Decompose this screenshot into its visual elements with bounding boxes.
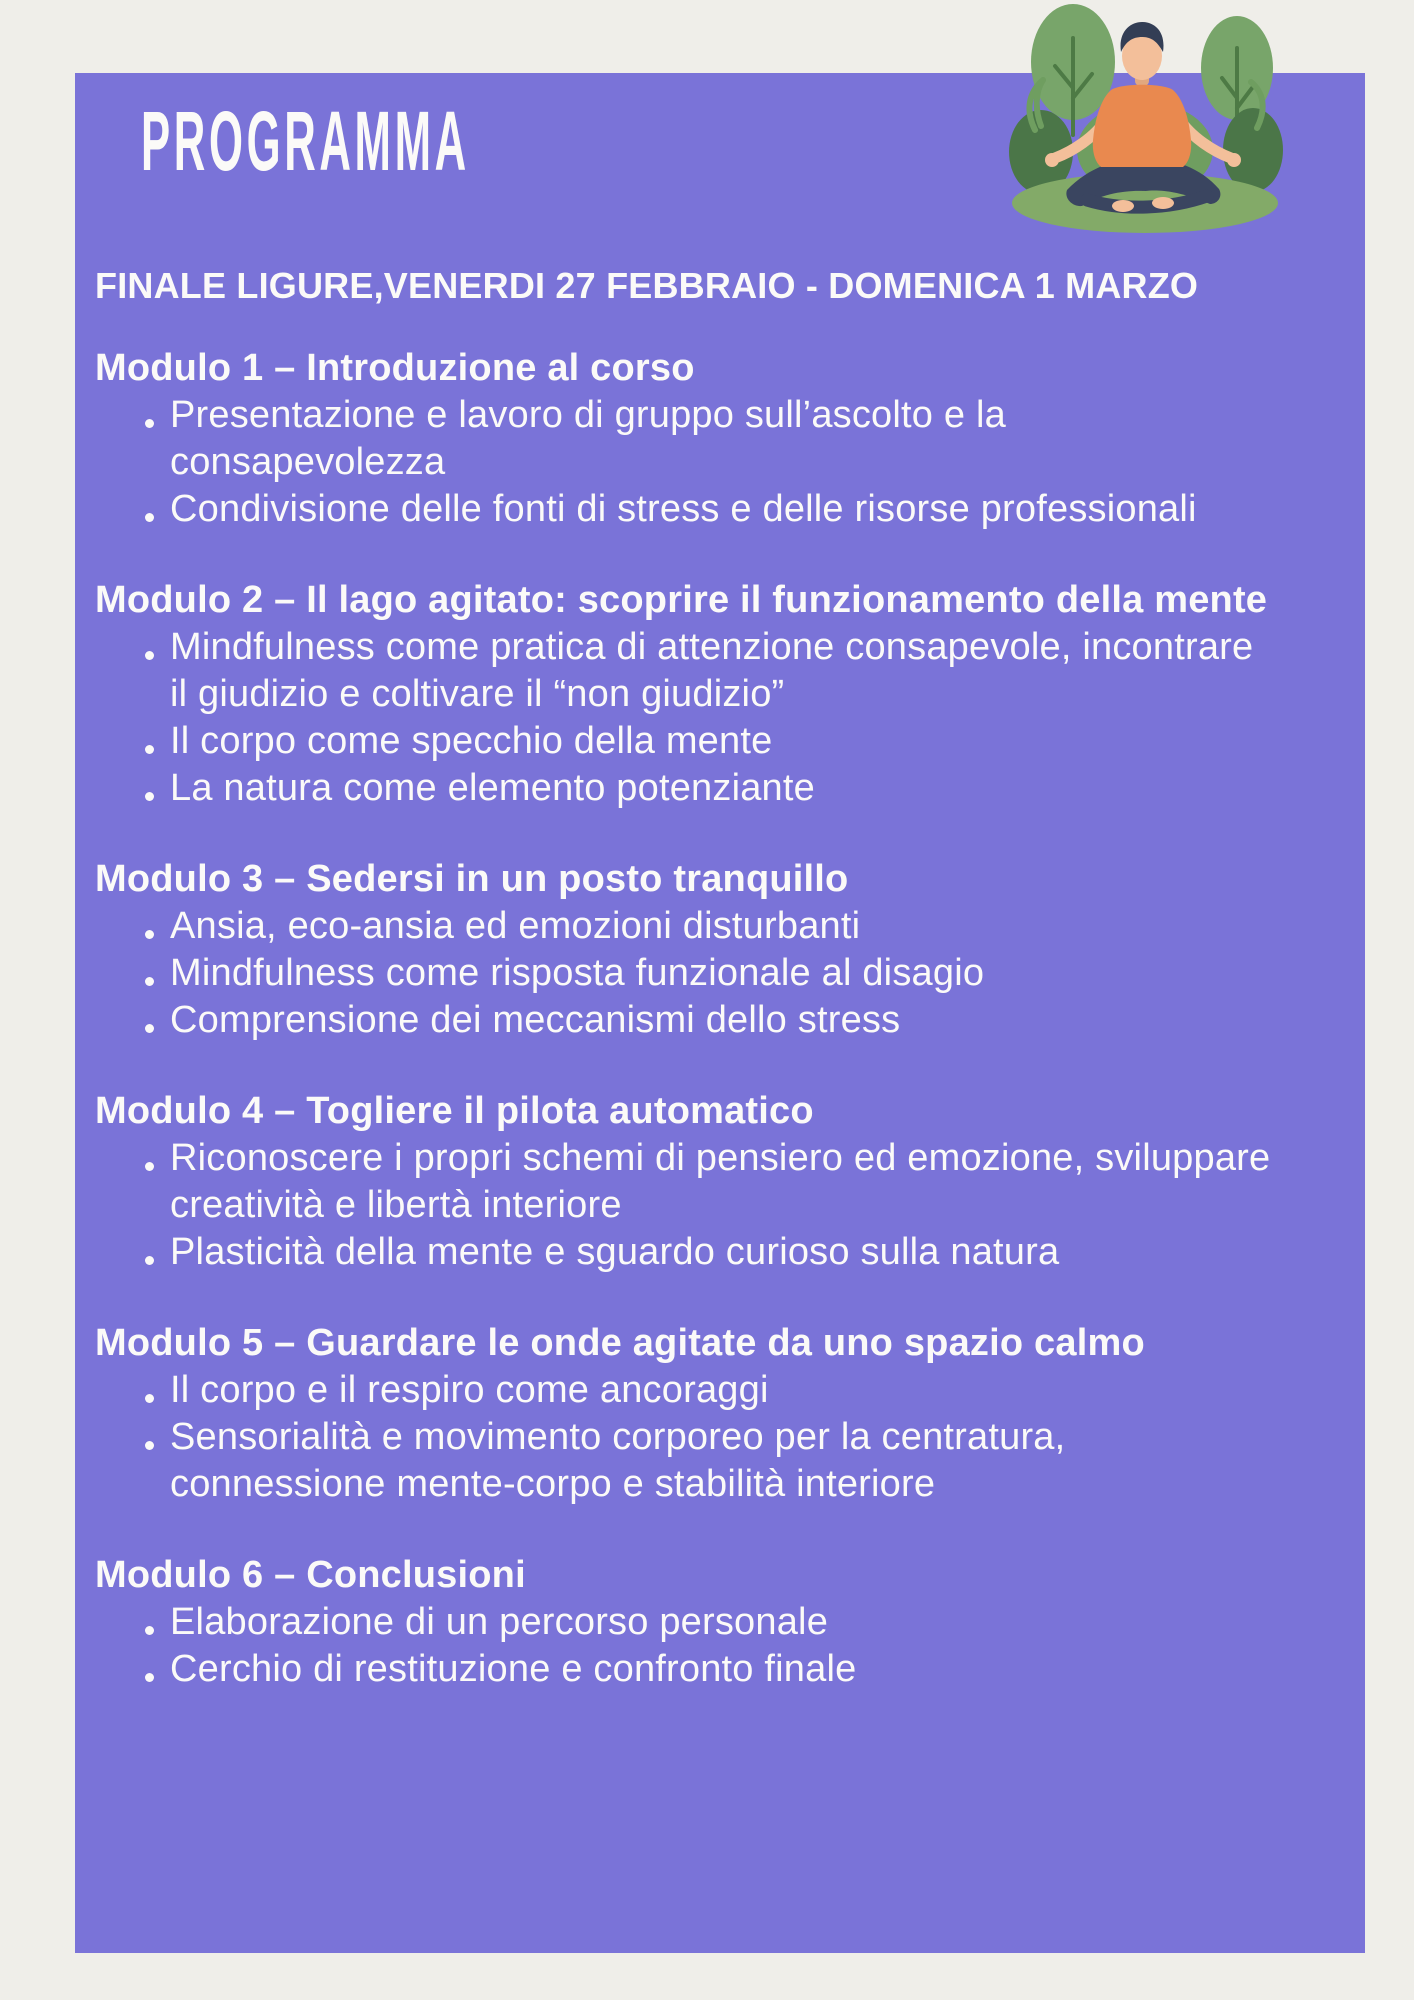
module-section bbox=[95, 856, 1350, 1044]
list-item bbox=[95, 950, 1275, 997]
list-item bbox=[95, 765, 1275, 812]
list-item bbox=[95, 1646, 1275, 1693]
bullet-text: Riconoscere i propri schemi di pensiero ed emozione, sviluppare creatività e libertà interiore bbox=[170, 1137, 1271, 1226]
list-item bbox=[95, 486, 1275, 533]
module-heading: Modulo 5 – Guardare le onde agitate da uno spazio calmo bbox=[95, 1322, 1145, 1364]
list-item bbox=[95, 718, 1275, 765]
module-bullets bbox=[95, 1135, 1275, 1276]
bullet-text: Plasticità della mente e sguardo curioso sulla natura bbox=[170, 1231, 1060, 1273]
bullet-text: Sensorialità e movimento corporeo per la centratura, connessione mente-corpo e stabilità interiore bbox=[170, 1416, 1066, 1505]
list-item bbox=[95, 1414, 1275, 1508]
module-list bbox=[95, 345, 1350, 1693]
list-item bbox=[95, 392, 1275, 486]
bullet-text: Mindfulness come pratica di attenzione consapevole, incontrare il giudizio e coltivare il “non giudizio” bbox=[170, 626, 1254, 715]
person-foot bbox=[1112, 200, 1134, 212]
bullet-text: Presentazione e lavoro di gruppo sull’ascolto e la consapevolezza bbox=[170, 394, 1006, 483]
module-heading: Modulo 6 – Conclusioni bbox=[95, 1554, 526, 1596]
bullet-text: Cerchio di restituzione e confronto finale bbox=[170, 1648, 857, 1690]
module-heading: Modulo 2 – Il lago agitato: scoprire il funzionamento della mente bbox=[95, 579, 1268, 621]
module-heading: Modulo 4 – Togliere il pilota automatico bbox=[95, 1090, 814, 1132]
module-bullets bbox=[95, 392, 1275, 533]
list-item bbox=[95, 903, 1275, 950]
bullet-text: Il corpo come specchio della mente bbox=[170, 720, 773, 762]
bullet-text: La natura come elemento potenziante bbox=[170, 767, 815, 809]
module-bullets bbox=[95, 1367, 1275, 1508]
list-item bbox=[95, 624, 1275, 718]
program-content bbox=[95, 73, 1350, 1737]
module-section bbox=[95, 1088, 1350, 1276]
module-section bbox=[95, 1320, 1350, 1508]
page-title: PROGRAMMA bbox=[141, 94, 470, 188]
module-section bbox=[95, 345, 1350, 533]
list-item bbox=[95, 1229, 1275, 1276]
list-item bbox=[95, 1135, 1275, 1229]
bullet-text: Comprensione dei meccanismi dello stress bbox=[170, 999, 901, 1041]
person-shirt bbox=[1093, 85, 1191, 167]
event-date-line: FINALE LIGURE,VENERDI 27 FEBBRAIO - DOMENICA 1 MARZO bbox=[95, 265, 1199, 306]
bullet-text: Elaborazione di un percorso personale bbox=[170, 1601, 829, 1643]
module-section bbox=[95, 1552, 1350, 1693]
list-item bbox=[95, 1599, 1275, 1646]
bullet-text: Condivisione delle fonti di stress e delle risorse professionali bbox=[170, 488, 1197, 530]
program-panel bbox=[75, 73, 1365, 1953]
list-item bbox=[95, 997, 1275, 1044]
module-heading: Modulo 1 – Introduzione al corso bbox=[95, 347, 695, 389]
module-heading: Modulo 3 – Sedersi in un posto tranquillo bbox=[95, 858, 849, 900]
bullet-text: Mindfulness come risposta funzionale al disagio bbox=[170, 952, 985, 994]
meditation-illustration bbox=[1005, 0, 1285, 235]
bullet-text: Il corpo e il respiro come ancoraggi bbox=[170, 1369, 769, 1411]
module-bullets bbox=[95, 1599, 1275, 1693]
list-item bbox=[95, 1367, 1275, 1414]
person-foot bbox=[1152, 197, 1174, 209]
module-bullets bbox=[95, 903, 1275, 1044]
module-section bbox=[95, 577, 1350, 812]
bullet-text: Ansia, eco-ansia ed emozioni disturbanti bbox=[170, 905, 861, 947]
module-bullets bbox=[95, 624, 1275, 812]
